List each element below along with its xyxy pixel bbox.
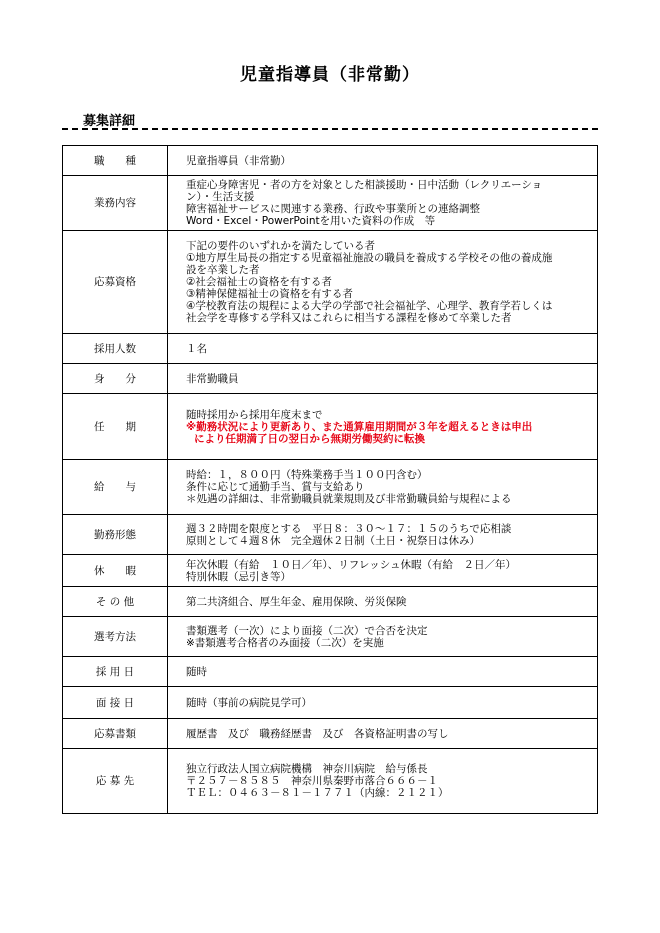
- value-salary: [168, 460, 598, 515]
- row-work-style: [63, 515, 598, 555]
- label-status: 身 分: [63, 364, 168, 394]
- qualification-line: ④学校教育法の規程による大学の学部で社会福祉学、心理学、教育学若しくは: [186, 300, 553, 312]
- row-hire-date: [63, 657, 598, 687]
- value-leave: [168, 555, 598, 587]
- contact-line: 独立行政法人国立病院機構 神奈川病院 給与係長: [186, 763, 428, 775]
- value-hire-date: 随時: [168, 657, 598, 687]
- label-interview-date: 面 接 日: [63, 687, 168, 719]
- label-hire-date: 採 用 日: [63, 657, 168, 687]
- salary-line: ＊処遇の詳細は、非常勤職員就業規則及び非常勤職員給与規程による: [186, 493, 512, 505]
- label-duties: 業務内容: [63, 176, 168, 231]
- value-other: 第二共済組合、厚生年金、雇用保険、労災保険: [168, 587, 598, 617]
- row-duties: [63, 176, 598, 231]
- label-work-style: 勤務形態: [63, 515, 168, 555]
- qualification-line: ③精神保健福祉士の資格を有する者: [186, 288, 353, 300]
- value-work-style: [168, 515, 598, 555]
- recruitment-details-table: [62, 145, 598, 814]
- qualification-line: 設を卒業した者: [186, 264, 260, 276]
- row-qualifications: [63, 231, 598, 334]
- duties-line: 重症心身障害児・者の方を対象とした相談援助・日中活動（レクリエーショ: [186, 179, 543, 191]
- qualification-line: 下記の要件のいずれかを満たしている者: [186, 240, 375, 252]
- label-other: そ の 他: [63, 587, 168, 617]
- label-qualifications: 応募資格: [63, 231, 168, 334]
- row-contact: [63, 749, 598, 814]
- value-documents: 履歴書 及び 職務経歴書 及び 各資格証明書の写し: [168, 719, 598, 749]
- value-status: 非常勤職員: [168, 364, 598, 394]
- term-notice-line: [186, 433, 595, 445]
- qualification-line: 社会学を専修する学科又はこれらに相当する課程を修めて卒業した者: [186, 312, 512, 324]
- row-headcount: [63, 334, 598, 364]
- value-job-type: 児童指導員（非常勤）: [168, 146, 598, 176]
- leave-line: 年次休暇（有給 １０日／年）、リフレッシュ休暇（有給 ２日／年）: [186, 558, 517, 571]
- duties-line: 障害福祉サービスに関連する業務、行政や事業所との連絡調整: [186, 203, 480, 215]
- row-term: [63, 394, 598, 460]
- label-job-type: 職 種: [63, 146, 168, 176]
- row-interview-date: [63, 687, 598, 719]
- qualification-line: ②社会福祉士の資格を有する者: [186, 276, 332, 288]
- label-salary: 給 与: [63, 460, 168, 515]
- section-heading: 募集詳細: [83, 114, 136, 129]
- contact-line: 〒２５７－８５８５ 神奈川県秦野市落合６６６－１: [186, 775, 438, 787]
- row-status: [63, 364, 598, 394]
- work-style-line: 週３２時間を限度とする 平日８：３０～１７：１５のうちで応相談: [186, 522, 512, 535]
- page-title: 児童指導員（非常勤）: [240, 65, 420, 85]
- duties-line: Word・Excel・PowerPointを用いた資料の作成 等: [186, 215, 436, 227]
- leave-line: 特別休暇（忌引き等）: [186, 570, 291, 583]
- label-documents: 応募書類: [63, 719, 168, 749]
- duties-line: ン）・生活支援: [186, 191, 255, 203]
- label-selection: 選考方法: [63, 617, 168, 657]
- term-notice-text: により任期満了日の翌日から無期労働契約に転換: [194, 432, 425, 445]
- dashed-divider: [62, 128, 598, 130]
- qualification-line: ①地方厚生局長の指定する児童福祉施設の職員を養成する学校その他の養成施: [186, 252, 553, 264]
- value-qualifications: [168, 231, 598, 334]
- value-duties: [168, 176, 598, 231]
- row-salary: [63, 460, 598, 515]
- row-job-type: [63, 146, 598, 176]
- value-interview-date: 随時（事前の病院見学可）: [168, 687, 598, 719]
- value-term: [168, 394, 598, 460]
- selection-line: 書類選考（一次）により面接（二次）で合否を決定: [186, 624, 428, 637]
- salary-line: 条件に応じて通勤手当、賞与支給あり: [186, 481, 365, 493]
- label-term: 任 期: [63, 394, 168, 460]
- label-leave: 休 暇: [63, 555, 168, 587]
- row-documents: [63, 719, 598, 749]
- selection-line: ※書類選考合格者のみ面接（二次）を実施: [186, 636, 384, 649]
- row-other: [63, 587, 598, 617]
- label-headcount: 採用人数: [63, 334, 168, 364]
- row-selection: [63, 617, 598, 657]
- contact-line: ＴＥＬ：０４６３－８１－１７７１（内線：２１２１）: [186, 787, 449, 799]
- work-style-line: 原則として４週８休 完全週休２日制（土日・祝祭日は休み）: [186, 534, 480, 547]
- term-line: 随時採用から採用年度末まで: [186, 408, 323, 421]
- label-contact: 応 募 先: [63, 749, 168, 814]
- salary-line: 時給：１，８００円（特殊業務手当１００円含む）: [186, 469, 428, 481]
- value-headcount: １名: [168, 334, 598, 364]
- value-selection: [168, 617, 598, 657]
- value-contact: [168, 749, 598, 814]
- row-leave: [63, 555, 598, 587]
- term-notice-line: ※勤務状況により更新あり、また通算雇用期間が３年を超えるときは申出: [186, 420, 533, 433]
